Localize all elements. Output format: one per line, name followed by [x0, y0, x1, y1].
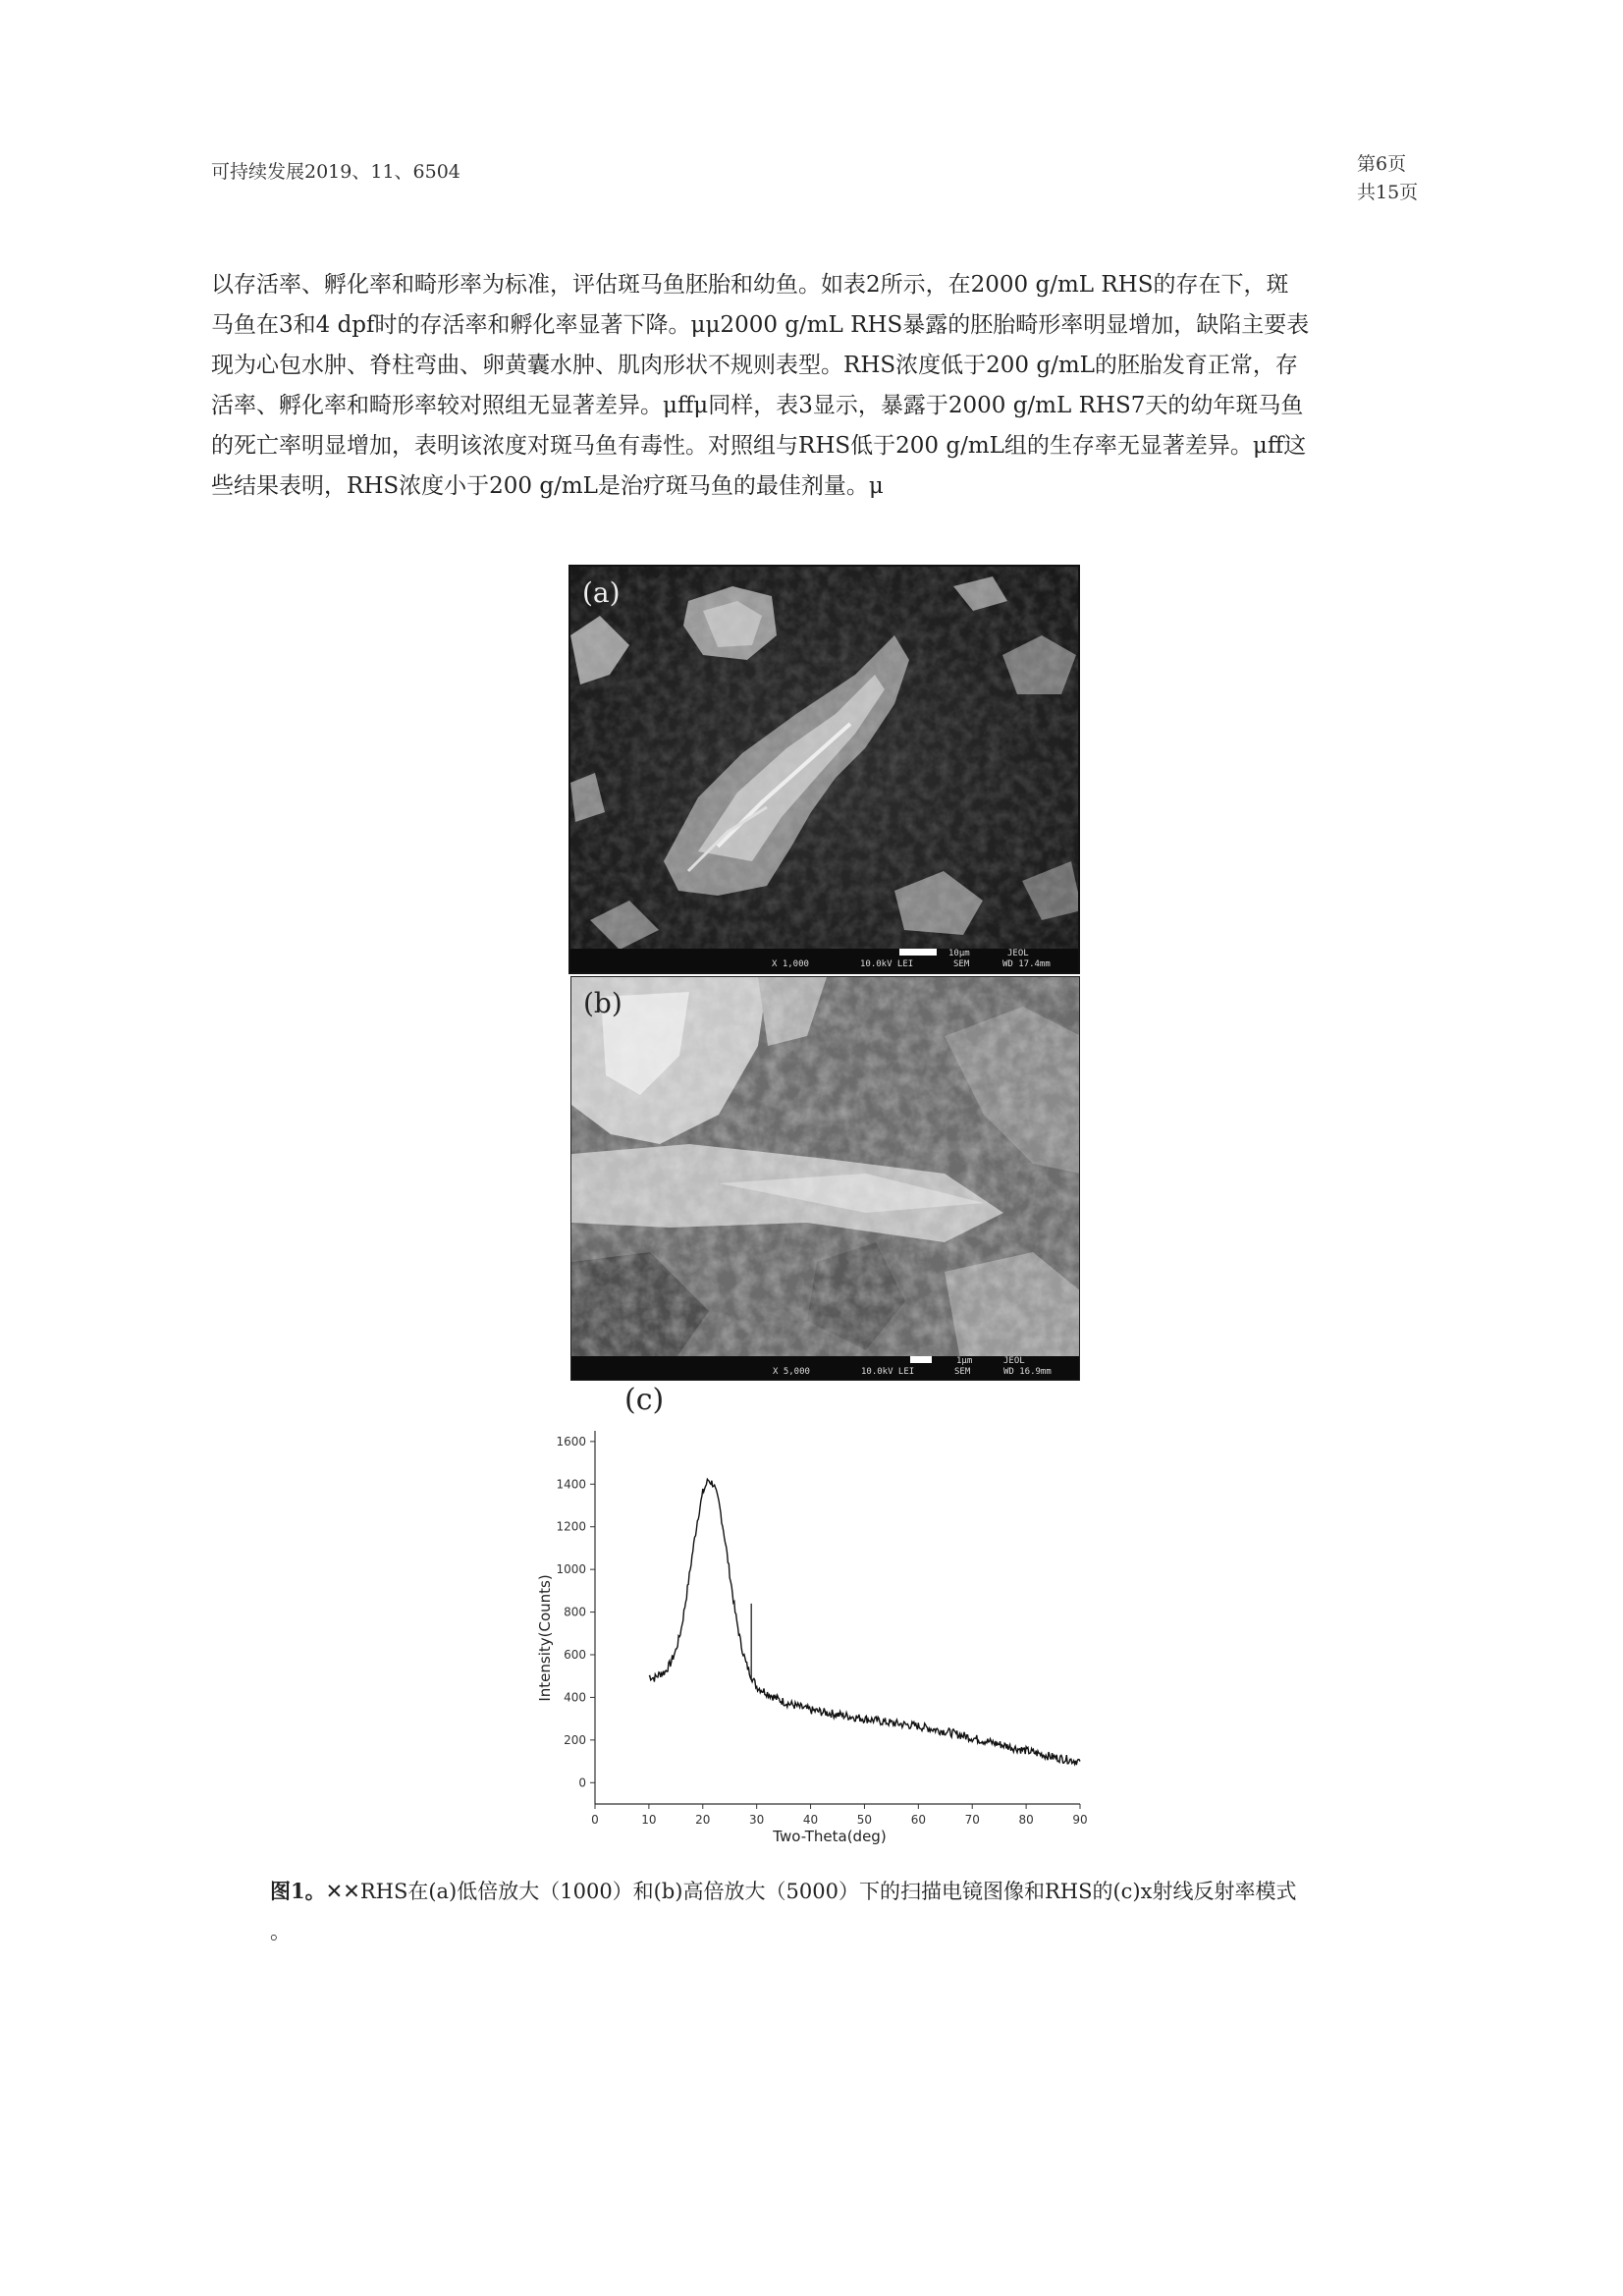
- panel-label-b: (b): [583, 987, 622, 1019]
- page-number: [1357, 150, 1418, 207]
- sem-a-texture: [570, 567, 1080, 974]
- page-total: 共15页: [1357, 182, 1419, 203]
- body-line: 现为心包水肿、脊柱弯曲、卵黄囊水肿、肌肉形状不规则表型。RHS浓度低于200 g/mL的胚胎发育正常，存: [211, 353, 1298, 378]
- x-tick-label: 10: [641, 1813, 657, 1827]
- body-line: 马鱼在3和4 dpf时的存活率和孵化率显著下降。μμ2000 g/mL RHS暴露的胚胎畸形率明显增加，缺陷主要表: [211, 312, 1310, 338]
- x-tick-label: 70: [964, 1813, 980, 1827]
- x-tick-label: 0: [591, 1813, 599, 1827]
- scale-bar-a: [899, 949, 937, 956]
- page-current: 第6页: [1357, 153, 1407, 175]
- voltage-b: 10.0kV LEI: [861, 1367, 915, 1377]
- body-paragraph: [211, 265, 1419, 507]
- body-line: 活率、孵化率和畸形率较对照组无显著差异。μffμ同样，表3显示，暴露于2000 g/mL RHS7天的幼年斑马鱼: [211, 393, 1304, 418]
- y-tick-label: 1000: [556, 1562, 586, 1577]
- journal-header: 可持续发展2019、11、6504: [211, 161, 460, 183]
- x-axis-label: Two-Theta(deg): [773, 1828, 887, 1845]
- y-tick-label: 1400: [556, 1477, 586, 1492]
- y-tick-label: 400: [564, 1690, 586, 1705]
- caption-text: ✕✕RHS在(a)低倍放大（1000）和(b)高倍放大（5000）下的扫描电镜图像和RHS的(c)x射线反射率模式: [325, 1880, 1297, 1903]
- x-tick-label: 20: [695, 1813, 711, 1827]
- sem-image-a: [568, 565, 1080, 974]
- x-tick-label: 30: [749, 1813, 765, 1827]
- body-line: 以存活率、孵化率和畸形率为标准，评估斑马鱼胚胎和幼鱼。如表2所示，在2000 g/mL RHS的存在下，斑: [211, 272, 1289, 298]
- xrd-chart-svg: [511, 1380, 1100, 1851]
- magnification-a: X 1,000: [772, 959, 809, 969]
- sem-info-bar-b: [571, 1356, 1079, 1380]
- y-tick-label: 0: [578, 1776, 586, 1790]
- x-tick-label: 90: [1072, 1813, 1088, 1827]
- wd-b: WD 16.9mm: [1003, 1367, 1052, 1377]
- wd-a: WD 17.4mm: [1002, 959, 1051, 969]
- brand-a: JEOL: [1007, 949, 1029, 958]
- panel-label-a: (a): [582, 576, 621, 609]
- x-tick-label: 80: [1018, 1813, 1034, 1827]
- xrd-series-line: [649, 1479, 1080, 1765]
- x-tick-label: 40: [802, 1813, 819, 1827]
- y-tick-label: 600: [564, 1648, 586, 1662]
- y-tick-label: 1200: [556, 1519, 586, 1534]
- xrd-chart: [511, 1380, 1100, 1851]
- y-tick-label: 1600: [556, 1434, 586, 1449]
- brand-b: JEOL: [1003, 1356, 1025, 1366]
- chart-ticks: [556, 1435, 1087, 1827]
- body-line: 些结果表明，RHS浓度小于200 g/mL是治疗斑马鱼的最佳剂量。μ: [211, 473, 884, 499]
- magnification-b: X 5,000: [773, 1367, 810, 1377]
- mode-b: SEM: [954, 1367, 971, 1377]
- scale-text-a: 10μm: [948, 949, 970, 958]
- sem-info-bar-a: [570, 949, 1078, 972]
- mode-a: SEM: [953, 959, 970, 969]
- chart-series: [649, 1479, 1080, 1765]
- figure-caption: [270, 1871, 1296, 1952]
- x-tick-label: 50: [856, 1813, 873, 1827]
- scale-text-b: 1μm: [956, 1356, 973, 1366]
- voltage-a: 10.0kV LEI: [860, 959, 914, 969]
- x-tick-label: 60: [910, 1813, 926, 1827]
- scale-bar-b: [910, 1356, 932, 1363]
- sem-b-texture: [571, 977, 1080, 1381]
- y-tick-label: 800: [564, 1605, 586, 1619]
- y-axis-label: Intensity(Counts): [536, 1574, 554, 1702]
- y-tick-label: 200: [564, 1732, 586, 1747]
- sem-image-b: [570, 976, 1080, 1381]
- caption-tail: 。: [270, 1920, 291, 1943]
- caption-label: 图1。: [270, 1879, 326, 1903]
- panel-label-c: (c): [624, 1383, 665, 1417]
- body-line: 的死亡率明显增加，表明该浓度对斑马鱼有毒性。对照组与RHS低于200 g/mL组的生存率无显著差异。μff这: [211, 433, 1307, 459]
